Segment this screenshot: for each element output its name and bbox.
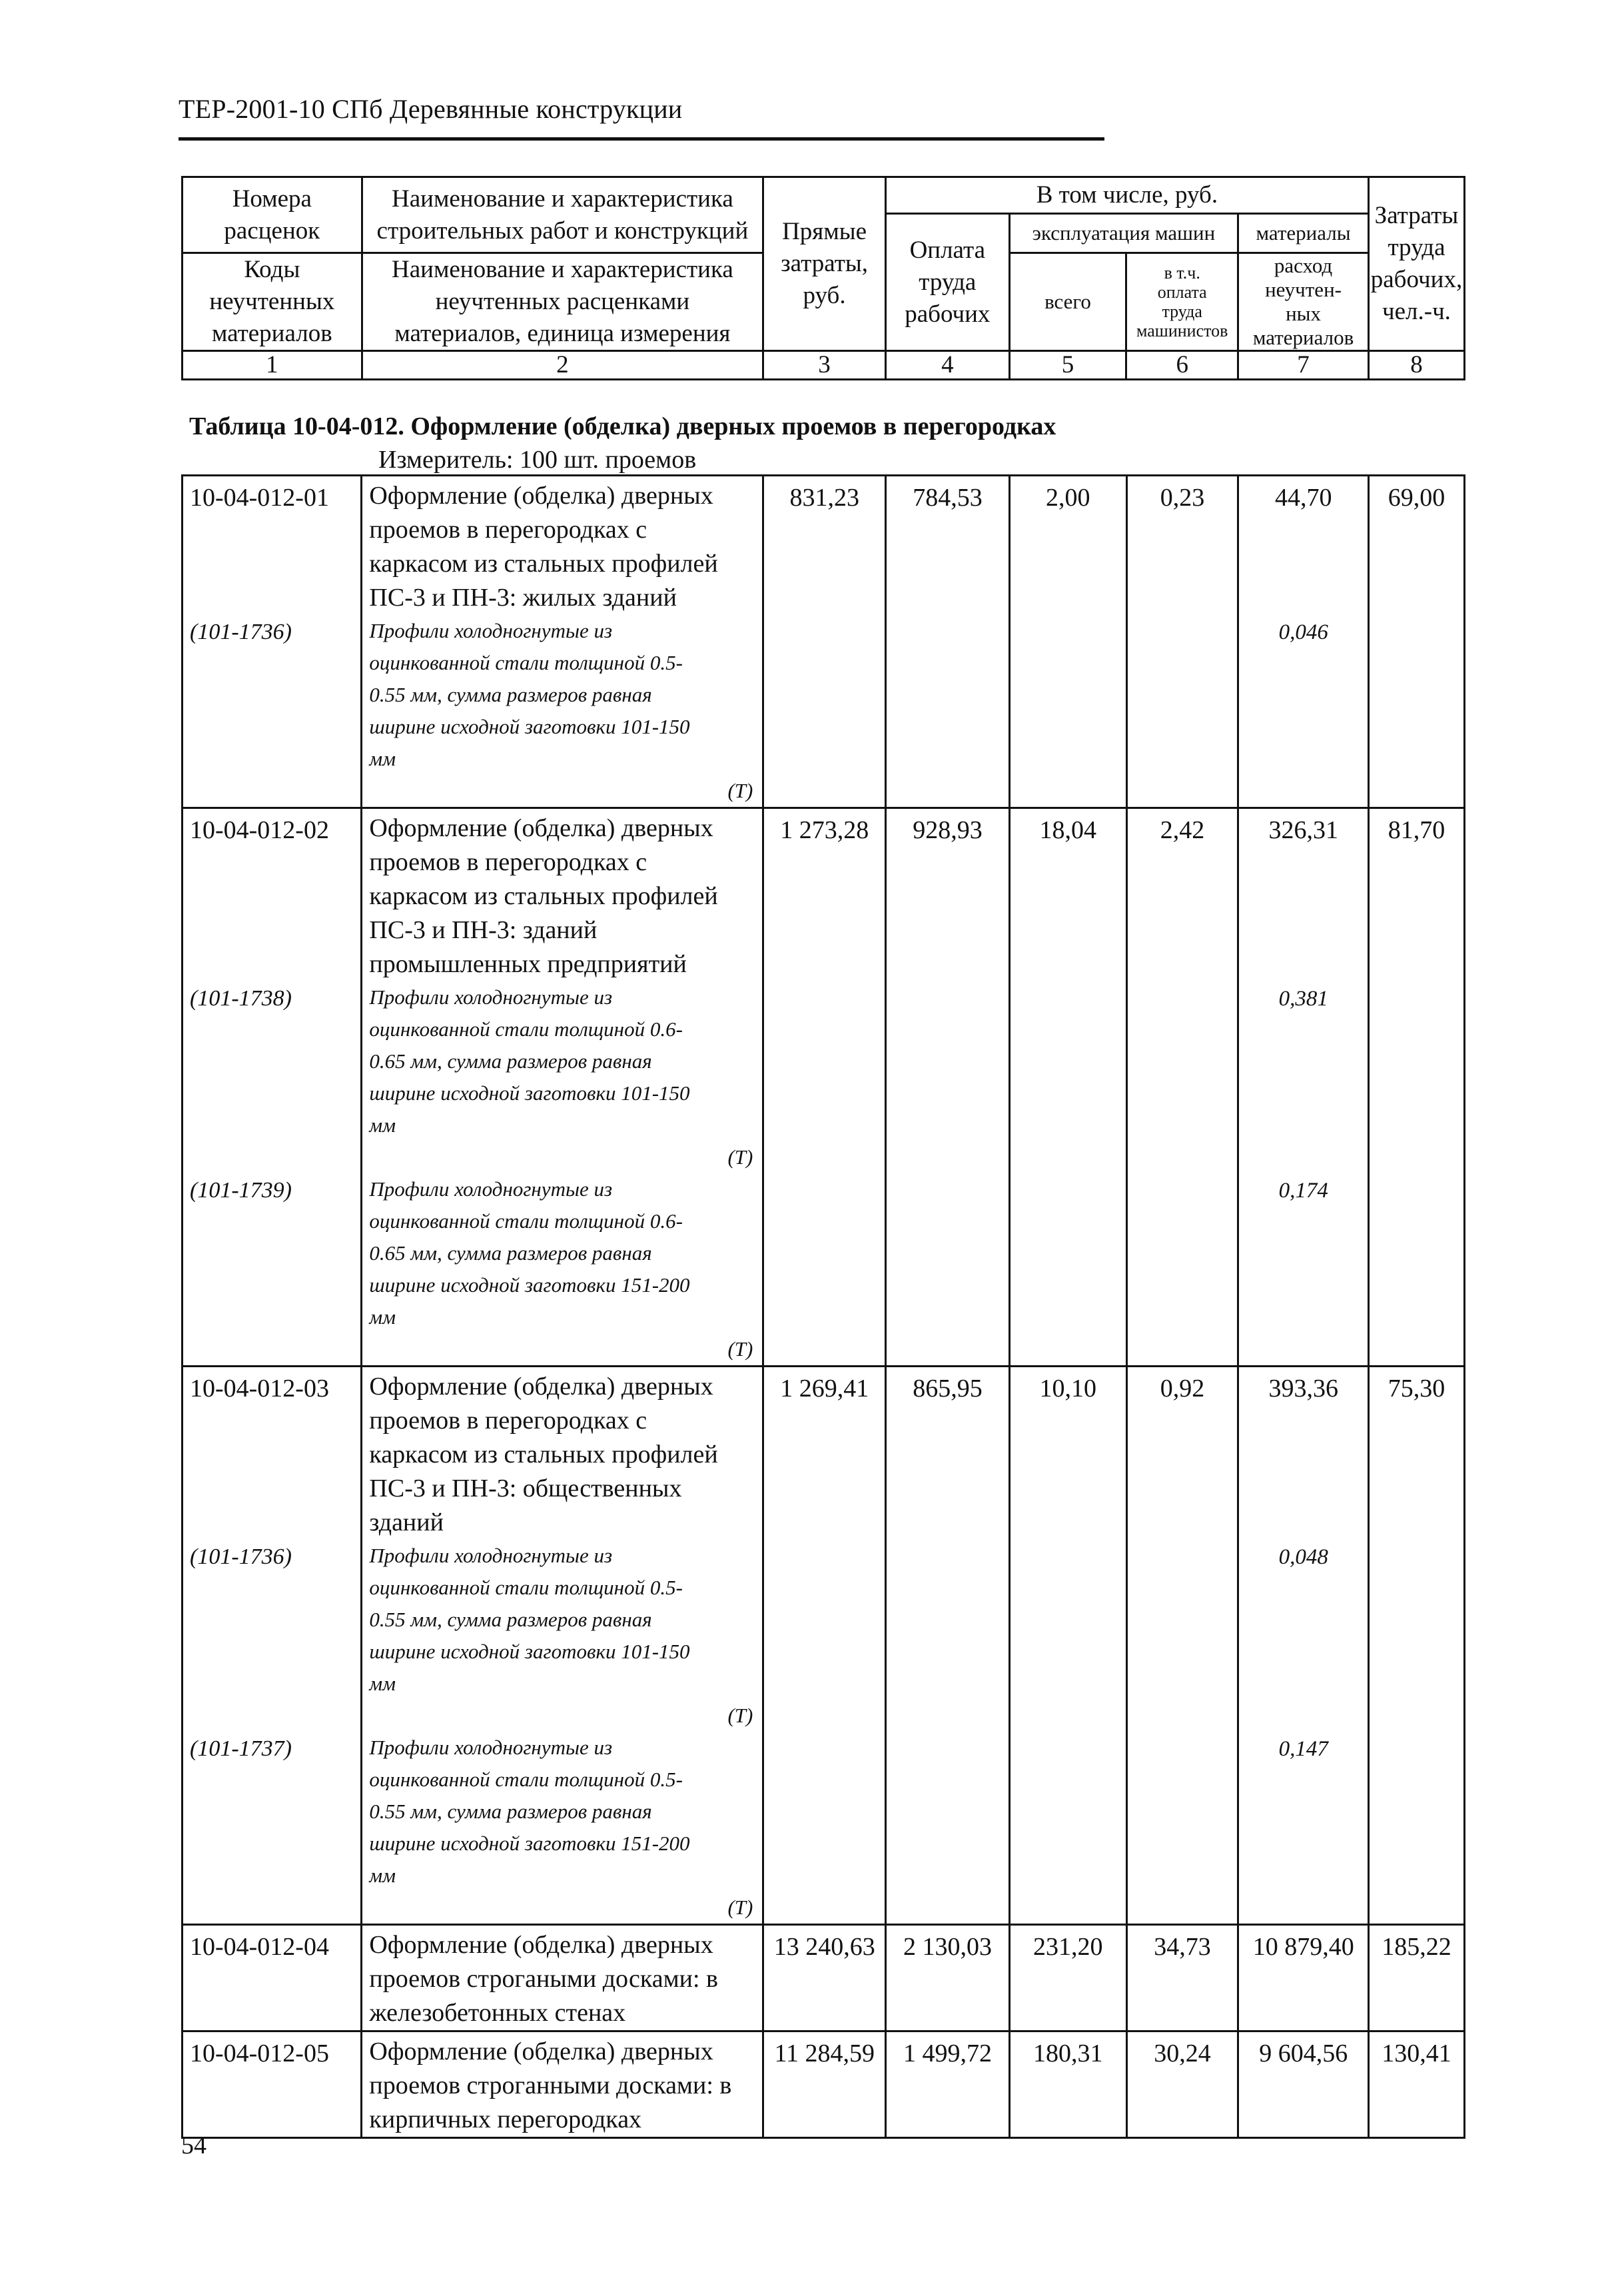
material-code: (101-1737) xyxy=(190,1736,292,1761)
rate-name-line: промышленных предприятий xyxy=(369,950,687,978)
head-col5: всего xyxy=(1009,253,1126,351)
rate-code-cell xyxy=(183,2031,362,2138)
head-col2-top xyxy=(362,177,763,253)
column-number: 4 xyxy=(885,351,1009,380)
labor-wages: 784,53 xyxy=(886,476,1010,808)
machinist-wages: 2,42 xyxy=(1126,808,1238,1367)
header-line: строительных работ и конструкций xyxy=(376,217,749,245)
column-number: 6 xyxy=(1126,351,1238,380)
direct-costs: 1 269,41 xyxy=(763,1367,886,1925)
header-line: труда xyxy=(919,268,977,296)
material-name-line: ширине исходной заготовки 151-200 xyxy=(369,1832,690,1855)
header-line: расценок xyxy=(224,217,320,245)
rate-description-cell xyxy=(362,476,763,808)
material-type-mark: (Т) xyxy=(727,1896,753,1919)
header-rule xyxy=(179,137,1104,141)
spacer xyxy=(1239,515,1368,615)
column-number: 2 xyxy=(362,351,763,380)
header-line: Прямые xyxy=(782,218,867,245)
materials-cost: 44,70 xyxy=(1274,484,1332,512)
rate-name-line: Оформление (обделка) дверных xyxy=(369,814,713,842)
rate-name-line: проемов в перегородках с xyxy=(369,516,647,544)
machinist-wages: 0,92 xyxy=(1126,1367,1238,1925)
rate-name-line: ПС-3 и ПН-3: зданий xyxy=(369,916,598,944)
material-type-mark: (Т) xyxy=(727,1704,753,1727)
material-type-mark: (Т) xyxy=(727,779,753,802)
labor-wages: 1 499,72 xyxy=(886,2031,1010,2138)
rate-description-cell xyxy=(362,1367,763,1925)
material-code: (101-1736) xyxy=(190,1544,292,1569)
column-number: 8 xyxy=(1368,351,1464,380)
machines-total: 18,04 xyxy=(1009,808,1126,1367)
labor-hours: 69,00 xyxy=(1369,476,1465,808)
labor-hours: 81,70 xyxy=(1369,808,1465,1367)
header-line: машинистов xyxy=(1136,321,1228,340)
rate-code-cell xyxy=(183,1925,362,2031)
rate-name-line: Оформление (обделка) дверных xyxy=(369,1373,713,1401)
labor-wages: 865,95 xyxy=(886,1367,1010,1925)
table-row xyxy=(183,1925,1465,2031)
header-line: труда xyxy=(1162,302,1202,321)
materials-cost-cell xyxy=(1238,808,1369,1367)
material-name-line: 0.65 мм, сумма размеров равная xyxy=(369,1049,652,1073)
head-machines: эксплуатация машин xyxy=(1009,214,1238,253)
rate-name xyxy=(369,1370,757,1540)
table-header xyxy=(181,176,1465,380)
head-col1-top xyxy=(183,177,362,253)
rate-name-line: Оформление (обделка) дверных xyxy=(369,1931,713,1959)
rate-name-line: ПС-3 и ПН-3: жилых зданий xyxy=(369,584,677,612)
header-line: оплата xyxy=(1157,283,1207,302)
labor-wages: 928,93 xyxy=(886,808,1010,1367)
material-name-line: Профили холодногнутые из xyxy=(369,985,613,1009)
rate-name xyxy=(369,812,757,981)
table-caption: Таблица 10-04-012. Оформление (обделка) дверных проемов в перегородках xyxy=(189,412,1056,440)
rate-code-cell xyxy=(183,1367,362,1925)
rate-name-line: проемов строгаными досками: в xyxy=(369,1965,718,1993)
materials-cost: 9 604,56 xyxy=(1259,2039,1348,2067)
material-name-line: оцинкованной стали толщиной 0.6- xyxy=(369,1209,683,1233)
rate-name-line: кирпичных перегородках xyxy=(369,2105,642,2133)
materials-cost: 326,31 xyxy=(1268,816,1338,844)
material-name-line: мм xyxy=(369,1864,396,1887)
machines-total: 2,00 xyxy=(1009,476,1126,808)
unaccounted-material xyxy=(369,1173,757,1365)
rate-code: 10-04-012-01 xyxy=(190,484,329,512)
materials-cost-cell xyxy=(1238,1925,1369,2031)
material-name-line: мм xyxy=(369,1305,396,1329)
material-quantity: 0,046 xyxy=(1278,620,1328,644)
material-quantity: 0,048 xyxy=(1278,1545,1328,1569)
direct-costs: 11 284,59 xyxy=(763,2031,886,2138)
material-name-line: 0.55 мм, сумма размеров равная xyxy=(369,1800,652,1823)
header-line: чел.-ч. xyxy=(1382,298,1451,325)
unaccounted-material xyxy=(369,1540,757,1732)
head-col4 xyxy=(885,214,1009,351)
material-quantity: 0,381 xyxy=(1278,987,1328,1011)
rate-name xyxy=(369,1928,757,2030)
spacer xyxy=(190,515,360,615)
spacer xyxy=(190,848,360,981)
table-row xyxy=(183,2031,1465,2138)
spacer xyxy=(190,1016,360,1173)
materials-cost: 393,36 xyxy=(1268,1375,1338,1403)
head-col2-bottom xyxy=(362,253,763,351)
header-line: неучтенных расценками xyxy=(435,288,690,315)
rate-name-line: каркасом из стальных профилей xyxy=(369,882,718,910)
material-name-line: оцинкованной стали толщиной 0.5- xyxy=(369,651,683,674)
material-name-line: ширине исходной заготовки 151-200 xyxy=(369,1273,690,1297)
rate-name-line: проемов в перегородках с xyxy=(369,848,647,876)
rate-name-line: проемов строганными досками: в xyxy=(369,2071,732,2099)
rate-name-line: Оформление (обделка) дверных xyxy=(369,2037,713,2065)
material-name-line: оцинкованной стали толщиной 0.5- xyxy=(369,1576,683,1599)
labor-hours: 130,41 xyxy=(1369,2031,1465,2138)
header-line: Номера xyxy=(232,185,312,213)
material-name-line: Профили холодногнутые из xyxy=(369,1736,613,1759)
rate-name-line: каркасом из стальных профилей xyxy=(369,550,718,578)
direct-costs: 13 240,63 xyxy=(763,1925,886,2031)
table-meter: Измеритель: 100 шт. проемов xyxy=(378,446,697,474)
head-col8 xyxy=(1368,177,1464,351)
head-col3 xyxy=(763,177,886,351)
material-name-line: оцинкованной стали толщиной 0.6- xyxy=(369,1017,683,1041)
header-line: Коды xyxy=(244,256,300,283)
machinist-wages: 30,24 xyxy=(1126,2031,1238,2138)
material-name-line: Профили холодногнутые из xyxy=(369,619,613,642)
document-title: ТЕР-2001-10 СПб Деревянные конструкции xyxy=(179,94,683,124)
header-line: ных xyxy=(1286,302,1321,325)
header-line: рабочих xyxy=(905,300,991,328)
spacer xyxy=(1239,1574,1368,1732)
table-row xyxy=(183,808,1465,1367)
header-line: материалов xyxy=(211,320,332,347)
machines-total: 10,10 xyxy=(1009,1367,1126,1925)
materials-cost-cell xyxy=(1238,1367,1369,1925)
material-name-line: 0.55 мм, сумма размеров равная xyxy=(369,683,652,706)
header-line: неучтенных xyxy=(209,288,335,315)
rate-name-line: проемов в перегородках с xyxy=(369,1407,647,1435)
material-name-line: ширине исходной заготовки 101-150 xyxy=(369,715,690,738)
labor-hours: 185,22 xyxy=(1369,1925,1465,2031)
material-quantity: 0,147 xyxy=(1278,1737,1328,1761)
material-name-line: Профили холодногнутые из xyxy=(369,1544,613,1567)
machinist-wages: 0,23 xyxy=(1126,476,1238,808)
material-quantity: 0,174 xyxy=(1278,1179,1328,1203)
machinist-wages: 34,73 xyxy=(1126,1925,1238,2031)
rate-name-line: железобетонных стенах xyxy=(369,1999,626,2027)
column-number: 1 xyxy=(183,351,362,380)
material-name-line: ширине исходной заготовки 101-150 xyxy=(369,1640,690,1663)
head-col6 xyxy=(1126,253,1238,351)
rate-name-line: ПС-3 и ПН-3: общественных xyxy=(369,1474,682,1502)
rate-name-line: Оформление (обделка) дверных xyxy=(369,482,713,510)
header-line: Наименование и характеристика xyxy=(392,185,733,213)
material-code: (101-1736) xyxy=(190,620,292,644)
rate-description-cell xyxy=(362,2031,763,2138)
header-line: расход xyxy=(1274,254,1333,277)
header-line: в т.ч. xyxy=(1164,263,1200,283)
direct-costs: 831,23 xyxy=(763,476,886,808)
header-line: неучтен- xyxy=(1265,278,1342,301)
column-number: 5 xyxy=(1009,351,1126,380)
material-code: (101-1739) xyxy=(190,1178,292,1203)
head-col7 xyxy=(1238,253,1369,351)
materials-cost: 10 879,40 xyxy=(1252,1933,1354,1961)
spacer xyxy=(1239,848,1368,981)
material-name-line: 0.65 мм, сумма размеров равная xyxy=(369,1241,652,1265)
direct-costs: 1 273,28 xyxy=(763,808,886,1367)
unaccounted-material xyxy=(369,615,757,807)
rate-code: 10-04-012-02 xyxy=(190,816,329,844)
material-name-line: мм xyxy=(369,1672,396,1695)
material-code: (101-1738) xyxy=(190,986,292,1011)
labor-wages: 2 130,03 xyxy=(886,1925,1010,2031)
head-col1-bottom xyxy=(183,253,362,351)
material-name-line: ширине исходной заготовки 101-150 xyxy=(369,1081,690,1105)
material-name-line: оцинкованной стали толщиной 0.5- xyxy=(369,1768,683,1791)
materials-cost-cell xyxy=(1238,2031,1369,2138)
material-type-mark: (Т) xyxy=(727,1145,753,1169)
rate-code-cell xyxy=(183,476,362,808)
spacer xyxy=(190,1406,360,1540)
spacer xyxy=(1239,1406,1368,1540)
header-line: Наименование и характеристика xyxy=(392,256,733,283)
materials-cost-cell xyxy=(1238,476,1369,808)
spacer xyxy=(1239,1016,1368,1173)
machines-total: 231,20 xyxy=(1009,1925,1126,2031)
header-line: затраты, xyxy=(781,250,869,277)
machines-total: 180,31 xyxy=(1009,2031,1126,2138)
table-row xyxy=(183,1367,1465,1925)
header-line: материалов, единица измерения xyxy=(394,320,731,347)
labor-hours: 75,30 xyxy=(1369,1367,1465,1925)
rate-description-cell xyxy=(362,1925,763,2031)
header-line: труда xyxy=(1388,234,1445,261)
rate-code: 10-04-012-04 xyxy=(190,1933,329,1961)
unaccounted-material xyxy=(369,1732,757,1924)
header-line: руб. xyxy=(803,282,846,309)
rate-name xyxy=(369,479,757,615)
material-name-line: Профили холодногнутые из xyxy=(369,1177,613,1201)
column-number: 7 xyxy=(1238,351,1369,380)
unaccounted-material xyxy=(369,981,757,1173)
spacer xyxy=(190,1574,360,1732)
rate-name xyxy=(369,2035,757,2137)
rate-code: 10-04-012-03 xyxy=(190,1375,329,1403)
rate-code-cell xyxy=(183,808,362,1367)
page-number: 54 xyxy=(181,2131,206,2159)
rate-name-line: зданий xyxy=(369,1508,444,1536)
header-line: Оплата xyxy=(909,236,986,264)
material-type-mark: (Т) xyxy=(727,1337,753,1361)
rate-name-line: каркасом из стальных профилей xyxy=(369,1440,718,1468)
material-name-line: 0.55 мм, сумма размеров равная xyxy=(369,1608,652,1631)
head-group: В том числе, руб. xyxy=(885,177,1368,214)
rates-table xyxy=(181,474,1465,2139)
material-name-line: мм xyxy=(369,1113,396,1137)
header-line: рабочих, xyxy=(1370,266,1463,293)
head-materials: материалы xyxy=(1238,214,1369,253)
column-number: 3 xyxy=(763,351,886,380)
header-line: Затраты xyxy=(1374,202,1459,229)
table-row xyxy=(183,476,1465,808)
header-line: материалов xyxy=(1252,326,1354,349)
material-name-line: мм xyxy=(369,747,396,770)
rate-code: 10-04-012-05 xyxy=(190,2039,329,2067)
rate-description-cell xyxy=(362,808,763,1367)
